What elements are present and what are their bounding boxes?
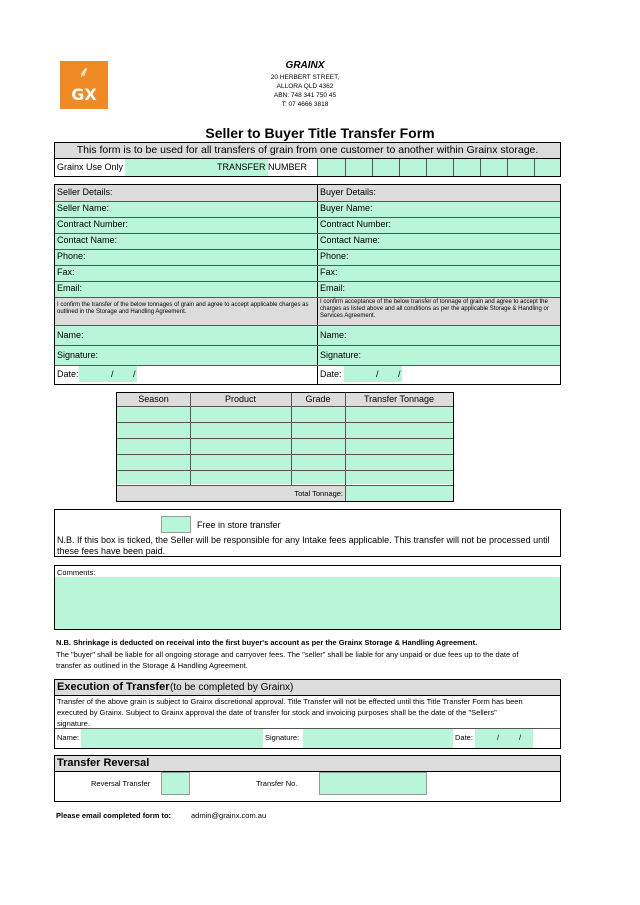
store-transfer-section <box>54 509 561 557</box>
execution-title: Execution of Transfer <box>57 681 170 693</box>
company-phone: T: 07 4666 3818 <box>281 101 329 108</box>
seller-date-field[interactable] <box>79 366 137 382</box>
footer-email[interactable]: admin@grainx.com.au <box>191 811 267 820</box>
form-intro: This form is to be used for all transfers of grain from one customer to another within Grainx storage. <box>54 142 561 159</box>
transfer-no-field[interactable] <box>319 772 427 795</box>
buyer-date-label: Date: <box>320 369 342 379</box>
grainx-use-label: Grainx Use Only <box>57 162 124 172</box>
execution-section <box>54 679 561 749</box>
execution-text: Transfer of the above grain is subject to Grainx discretional approval. Title Transfer will not be effected until this Title Transfer Form has been executed by Grainx. Subject to Grainx approval the date of transfer for stock and invoicing purposes shall be the date of the "Sellers" signature. <box>57 697 523 728</box>
abn: ABN: 748 341 750 45 <box>273 92 337 99</box>
form-title: Seller to Buyer Title Transfer Form <box>205 125 435 141</box>
reversal-title: Transfer Reversal <box>57 757 150 769</box>
buyer-header: Buyer Details: <box>318 185 560 201</box>
buyer-sig-name-field[interactable]: Name: <box>318 325 560 345</box>
company-info <box>230 60 380 109</box>
grain-table <box>116 392 454 502</box>
address-line1: 20 HERBERT STREET, <box>270 74 340 81</box>
reversal-transfer-field[interactable] <box>161 772 190 795</box>
seller-email-field[interactable]: Email: <box>55 281 317 297</box>
shrinkage-note: N.B. Shrinkage is deducted on receival into the first buyer's account as per the Grainx Storage & Handling Agreement. <box>56 638 478 647</box>
buyer-email-field[interactable]: Email: <box>318 281 560 297</box>
free-in-store-label: Free in store transfer <box>197 520 281 530</box>
reversal-transfer-label: Reversal Transfer <box>91 779 151 788</box>
total-tonnage-field[interactable] <box>346 486 453 501</box>
seller-header: Seller Details: <box>55 185 317 201</box>
buyer-date-row <box>318 365 560 384</box>
exec-name-field[interactable] <box>81 729 263 748</box>
comments-field[interactable] <box>55 577 560 629</box>
execution-subtitle: (to be completed by Grainx) <box>170 682 294 693</box>
buyer-date-field[interactable] <box>344 366 402 382</box>
transfer-number-field[interactable] <box>317 159 560 176</box>
grainx-use-row <box>54 158 561 177</box>
comments-label: Comments: <box>57 568 96 577</box>
buyer-date-sep1: / <box>376 369 379 379</box>
seller-statement: I confirm the transfer of the below tonnages of grain and agree to accept applicable charges as outlined in the Storage and Handling Agreement. <box>55 297 317 325</box>
buyer-fax-field[interactable]: Fax: <box>318 265 560 281</box>
seller-name-field[interactable]: Seller Name: <box>55 201 317 217</box>
company-name: GRAINX <box>285 60 325 71</box>
seller-contract-field[interactable]: Contract Number: <box>55 217 317 233</box>
exec-date-sep2: / <box>519 733 522 742</box>
exec-signature-field[interactable] <box>303 729 453 748</box>
seller-phone-field[interactable]: Phone: <box>55 249 317 265</box>
grainx-logo <box>60 61 108 109</box>
col-product: Product <box>224 394 257 404</box>
seller-date-row <box>55 365 317 384</box>
free-in-store-checkbox[interactable] <box>161 516 191 533</box>
liability-note: The "buyer" shall be liable for all ongoing storage and carryover fees. The "seller" shall be liable for any unpaid or due fees up to the date of transfer as outlined in the Storage & Handling Agreement. <box>56 650 519 670</box>
col-grade: Grade <box>305 394 331 404</box>
seller-fax-field[interactable]: Fax: <box>55 265 317 281</box>
seller-sig-name-field[interactable]: Name: <box>55 325 317 345</box>
buyer-contact-field[interactable]: Contact Name: <box>318 233 560 249</box>
footer-label: Please email completed form to: <box>56 811 172 820</box>
seller-contact-field[interactable]: Contact Name: <box>55 233 317 249</box>
exec-signature-label: Signature: <box>265 733 300 742</box>
buyer-signature-field[interactable]: Signature: <box>318 345 560 365</box>
grain-table-body[interactable] <box>117 406 453 484</box>
wheat-icon: ⸙ <box>78 64 90 81</box>
col-tonnage: Transfer Tonnage <box>363 394 435 404</box>
seller-date-label: Date: <box>57 369 79 379</box>
exec-date-sep1: / <box>497 733 500 742</box>
buyer-name-field[interactable]: Buyer Name: <box>318 201 560 217</box>
exec-name-label: Name: <box>57 733 80 742</box>
address-line2: ALLORA QLD 4362 <box>276 83 334 90</box>
buyer-date-sep2: / <box>398 369 401 379</box>
details-section <box>54 184 561 385</box>
total-tonnage-label: Total Tonnage: <box>294 489 343 498</box>
col-season: Season <box>138 394 169 404</box>
comments-section <box>54 565 561 630</box>
exec-date-field[interactable] <box>475 729 533 748</box>
logo-text: GX <box>71 85 97 104</box>
transfer-number-label: TRANSFER NUMBER <box>217 162 308 172</box>
buyer-statement: I confirm acceptance of the below transfer of tonnage of grain and agree to accept the charges as listed above and all conditions as per the applicable Storage & Handling or Services Agreement. <box>318 297 560 325</box>
seller-date-sep1: / <box>111 369 114 379</box>
exec-date-label: Date: <box>455 733 473 742</box>
reversal-section <box>54 755 561 802</box>
buyer-phone-field[interactable]: Phone: <box>318 249 560 265</box>
store-transfer-note: N.B. If this box is ticked, the Seller will be responsible for any Intake fees applicable. This transfer will not be processed until these fees have been paid. <box>57 535 550 556</box>
buyer-contract-field[interactable]: Contract Number: <box>318 217 560 233</box>
seller-signature-field[interactable]: Signature: <box>55 345 317 365</box>
transfer-no-label: Transfer No. <box>256 779 298 788</box>
seller-date-sep2: / <box>133 369 136 379</box>
